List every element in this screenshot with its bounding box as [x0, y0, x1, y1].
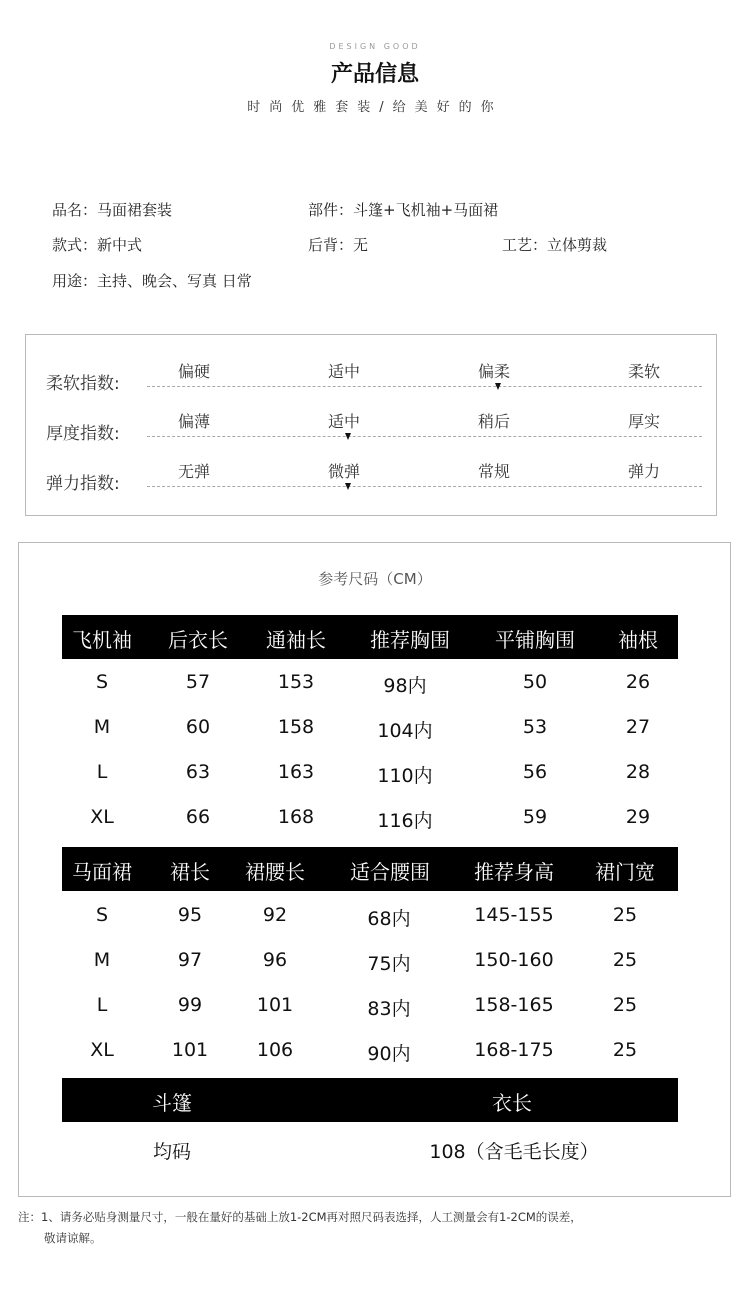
- table-cell: 92: [262, 904, 288, 926]
- index-line-elasticity: [147, 486, 702, 487]
- table-header-cell: 通袖长: [266, 628, 326, 652]
- table-cell: L: [96, 761, 108, 783]
- table-header-cell: 裙长: [170, 860, 210, 884]
- table-header-cell: 飞机袖: [72, 628, 132, 652]
- index-option: 厚实: [628, 412, 661, 431]
- index-line-softness: [147, 386, 702, 387]
- measurement-note-continued: 敬请谅解。: [44, 1231, 102, 1245]
- table-cell: 53: [522, 716, 548, 738]
- table-cell: 153: [277, 671, 315, 693]
- index-option: 柔软: [628, 362, 661, 381]
- table-cell: 95: [177, 904, 203, 926]
- table-cell: 104内: [377, 720, 433, 742]
- table-cell: 83内: [367, 998, 411, 1020]
- table-cell: 168-175: [474, 1039, 554, 1061]
- table-cell: 110内: [377, 765, 433, 787]
- table-header-cell: 平铺胸围: [495, 628, 575, 652]
- table-cell: 28: [625, 761, 651, 783]
- index-option: 常规: [478, 462, 511, 481]
- table-header-cell: 裙门宽: [595, 860, 655, 884]
- table-cell: 108（含毛毛长度）: [429, 1141, 599, 1163]
- table-cell: 150-160: [474, 949, 554, 971]
- table-cell: S: [95, 904, 109, 926]
- table-cell: L: [96, 994, 108, 1016]
- table-cell: XL: [90, 1039, 114, 1061]
- table-header-cell: 衣长: [492, 1091, 532, 1115]
- table-cell: 75内: [367, 953, 411, 975]
- table-cell: 25: [612, 904, 638, 926]
- table-header-cell: 后衣长: [168, 628, 228, 652]
- table-cell: 63: [185, 761, 211, 783]
- measurement-note: 注：1、请务必贴身测量尺寸，一般在量好的基础上放1-2CM再对照尺码表选择，人工测量会有1-2CM的误差，: [18, 1210, 582, 1224]
- table-header-cell: 斗篷: [152, 1091, 192, 1115]
- table-cell: 163: [277, 761, 315, 783]
- table1-header: [62, 615, 678, 659]
- index-option-selected: 适中: [328, 412, 361, 431]
- table-cell: 116内: [377, 810, 433, 832]
- index-option: 无弹: [178, 462, 211, 481]
- table-cell: 158: [277, 716, 315, 738]
- table-cell: 99: [177, 994, 203, 1016]
- index-option: 稍后: [478, 412, 511, 431]
- table-cell: 29: [625, 806, 651, 828]
- table-cell: 66: [185, 806, 211, 828]
- info-usage: 用途：主持、晚会、写真 日常: [52, 272, 252, 290]
- index-option-selected: 偏柔: [478, 362, 511, 381]
- table-cell: 106: [256, 1039, 294, 1061]
- index-label-thickness: 厚度指数:: [46, 424, 120, 444]
- selected-marker-icon: [345, 483, 351, 490]
- table-cell: 97: [177, 949, 203, 971]
- table-cell: 27: [625, 716, 651, 738]
- table-header-cell: 适合腰围: [350, 860, 430, 884]
- slogan: 时尚优雅套装/给美好的你: [247, 100, 503, 115]
- table-cell: S: [95, 671, 109, 693]
- page-title: 产品信息: [330, 62, 419, 87]
- table-header-cell: 裙腰长: [245, 860, 305, 884]
- table-cell: 25: [612, 994, 638, 1016]
- table2-header: [62, 847, 678, 891]
- table-cell: 101: [256, 994, 294, 1016]
- table-cell: 98内: [383, 675, 427, 697]
- fabric-index-panel: [25, 334, 717, 516]
- brand-subtitle: DESIGN GOOD: [329, 42, 421, 51]
- index-option-selected: 微弹: [328, 462, 361, 481]
- table-cell: M: [93, 716, 111, 738]
- table-cell: 25: [612, 1039, 638, 1061]
- table-header-cell: 马面裙: [72, 860, 132, 884]
- table-cell: 145-155: [474, 904, 554, 926]
- info-craft: 工艺：立体剪裁: [502, 236, 608, 254]
- table-cell: 26: [625, 671, 651, 693]
- table-cell: 168: [277, 806, 315, 828]
- table-header-cell: 袖根: [618, 628, 658, 652]
- size-chart-title: 参考尺码（CM）: [318, 570, 432, 588]
- index-option: 弹力: [628, 462, 661, 481]
- table-cell: M: [93, 949, 111, 971]
- index-label-softness: 柔软指数:: [46, 374, 120, 394]
- table-cell: 57: [185, 671, 211, 693]
- table-cell: 158-165: [474, 994, 554, 1016]
- selected-marker-icon: [495, 383, 501, 390]
- table-cell: 60: [185, 716, 211, 738]
- table3-header: [62, 1078, 678, 1122]
- info-style: 款式：新中式: [52, 236, 143, 254]
- info-parts: 部件：斗篷+飞机袖+马面裙: [308, 201, 499, 219]
- table-cell: 90内: [367, 1043, 411, 1065]
- index-option: 偏薄: [178, 412, 211, 431]
- table-cell: 101: [171, 1039, 209, 1061]
- table-cell: 68内: [367, 908, 411, 930]
- table-cell: 96: [262, 949, 288, 971]
- table-cell: 50: [522, 671, 548, 693]
- selected-marker-icon: [345, 433, 351, 440]
- info-name: 品名：马面裙套装: [52, 201, 173, 219]
- index-label-elasticity: 弹力指数:: [46, 474, 120, 494]
- table-header-cell: 推荐身高: [474, 860, 554, 884]
- table-cell: 56: [522, 761, 548, 783]
- table-cell: XL: [90, 806, 114, 828]
- info-back: 后背：无: [308, 236, 369, 254]
- table-cell: 25: [612, 949, 638, 971]
- index-option: 适中: [328, 362, 361, 381]
- index-option: 偏硬: [178, 362, 211, 381]
- table-cell: 59: [522, 806, 548, 828]
- table-header-cell: 推荐胸围: [370, 628, 450, 652]
- index-line-thickness: [147, 436, 702, 437]
- table-cell: 均码: [152, 1141, 191, 1163]
